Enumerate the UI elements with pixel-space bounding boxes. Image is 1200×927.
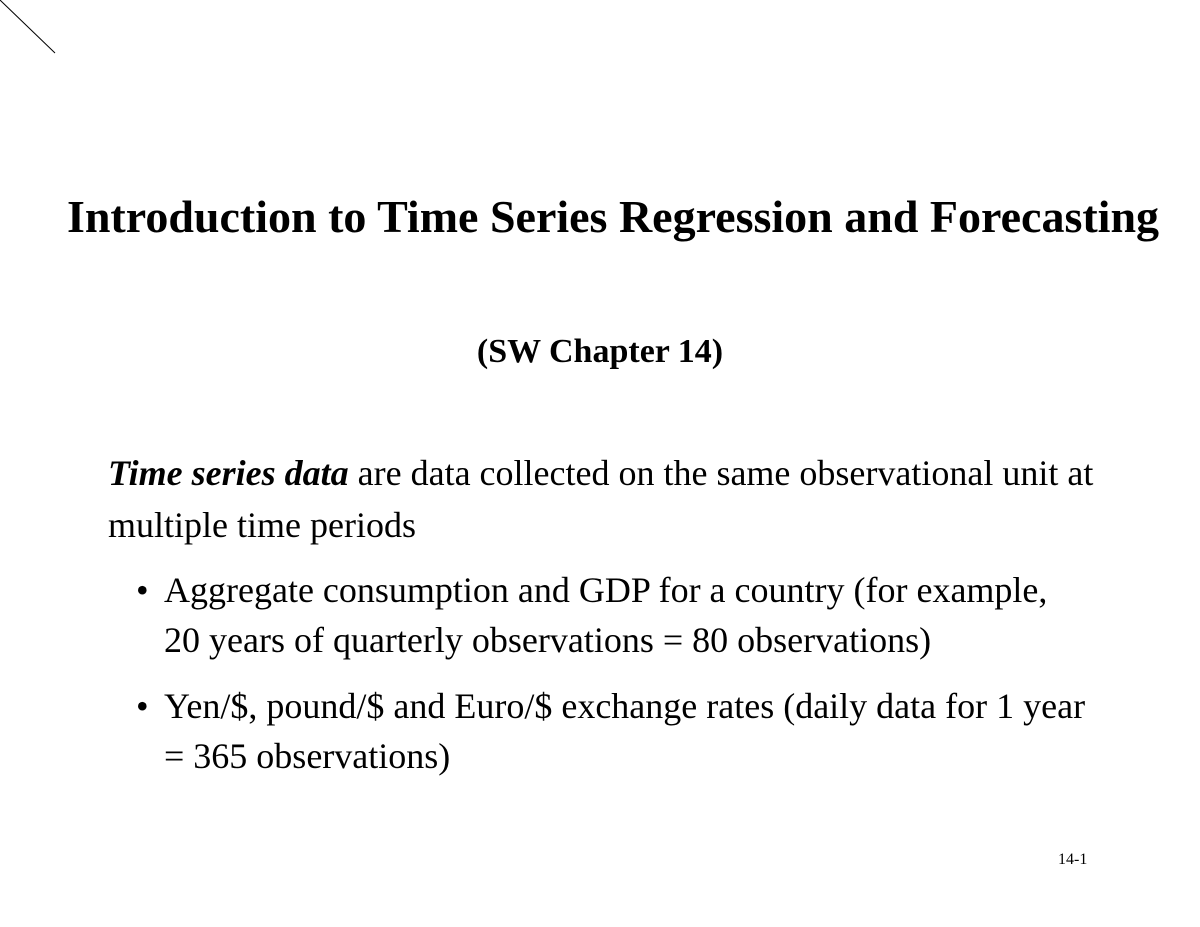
intro-paragraph xyxy=(108,447,1108,551)
intro-text: are data collected on the same observational unit at multiple time periods xyxy=(108,453,1094,545)
bullet-text: Aggregate consumption and GDP for a country (for example, 20 years of quarterly observations = 80 observations) xyxy=(164,570,1048,660)
corner-diagonal-line xyxy=(0,0,60,60)
page-number: 14-1 xyxy=(1058,851,1088,868)
slide-title: Introduction to Time Series Regression and Forecasting xyxy=(66,191,1160,242)
bullet-item xyxy=(130,681,1090,781)
bullet-list xyxy=(130,565,1090,797)
slide-subtitle: (SW Chapter 14) xyxy=(476,333,724,370)
bullet-item xyxy=(130,565,1090,665)
bullet-marker: • xyxy=(136,570,149,610)
bullet-marker: • xyxy=(136,686,149,726)
intro-term: Time series data xyxy=(108,453,349,493)
bullet-text: Yen/$, pound/$ and Euro/$ exchange rates (daily data for 1 year = 365 observations) xyxy=(164,686,1086,776)
